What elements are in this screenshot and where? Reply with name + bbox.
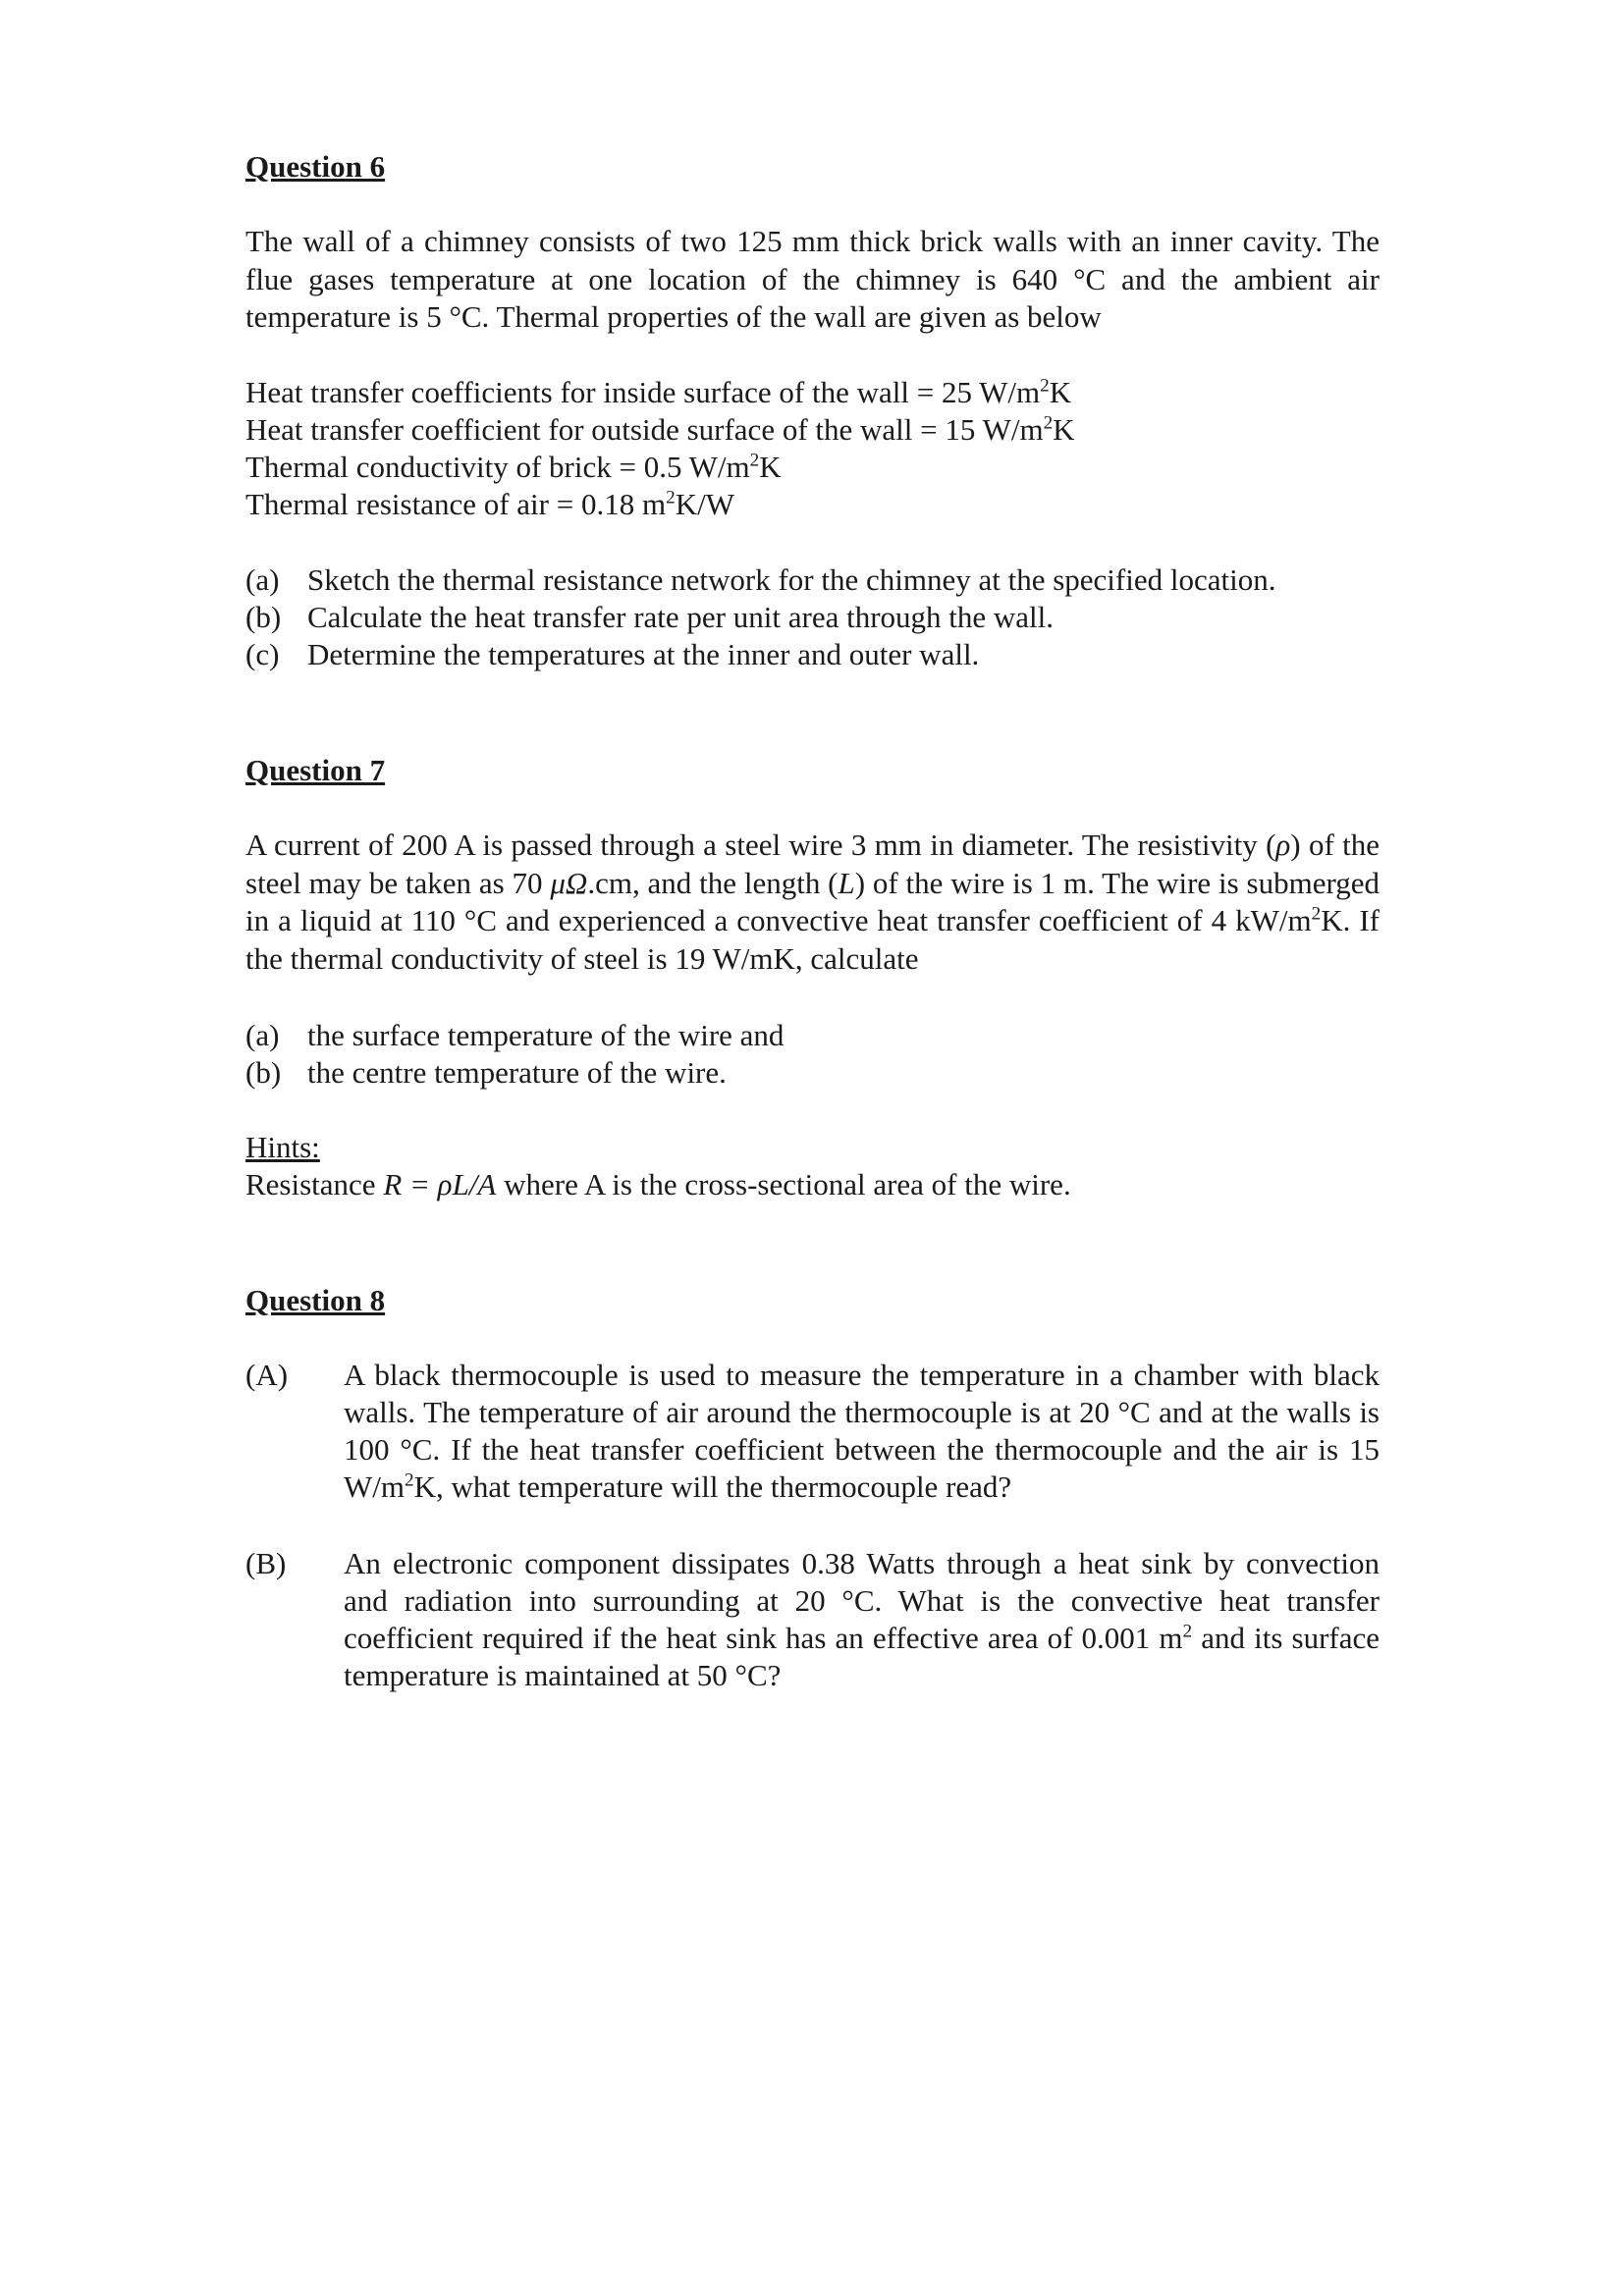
property-line: Thermal resistance of air = 0.18 $m^2K/W$ [245, 487, 734, 521]
property-line: Thermal conductivity of brick = 0.5 $W/m^2K$ [245, 450, 782, 484]
question-8-part-label: (B) [245, 1546, 287, 1580]
hint-text: Resistance R = ρL/A where A is the cross-sectional area of the wire. [245, 1167, 1071, 1201]
question-8-part-text: An electronic component dissipates 0.38 Watts through a heat sink by convection and radiation into surrounding at 20 °C. What is the convective heat transfer coefficient required if the heat sink has an effective area of 0.001 $m^2$ and its surface temperature is maintained at 50 °C? [344, 1546, 1380, 1692]
question-6-title: Question 6 [245, 149, 386, 184]
question-6-intro: The wall of a chimney consists of two 125 mm thick brick walls with an inner cavity. The flue gases temperature at one location of the chimney is 640 °C and the ambient air temperature is 5 °C. Thermal properties of the wall are given as below [245, 224, 1380, 334]
question-8-part-text: A black thermocouple is used to measure the temperature in a chamber with black walls. The temperature of air around the thermocouple is at 20 °C and at the walls is 100 °C. If the heat transfer coefficient between the thermocouple and the air is 15 $W/m^2K$, what temperature will the thermocouple read? [344, 1358, 1380, 1504]
question-part: (a) the surface temperature of the wire and [245, 1018, 785, 1052]
question-part: (c) Determine the temperatures at the inner and outer wall. [245, 637, 980, 671]
property-line: Heat transfer coefficient for outside surface of the wall = 15 $W/m^2K$ [245, 412, 1075, 447]
question-8-title: Question 8 [245, 1283, 386, 1317]
question-7-intro: A current of 200 A is passed through a steel wire 3 mm in diameter. The resistivity (ρ) of the steel may be taken as 70 μΩ.cm, and the length (L) of the wire is 1 m. The wire is submerged in a liquid at 110 °C and experienced a convective heat transfer coefficient of 4 $kW/m^2K$. If the thermal conductivity of steel is 19 W/mK, calculate [245, 828, 1380, 976]
question-part: (b) the centre temperature of the wire. [245, 1055, 727, 1090]
hint-formula: R = ρL/A [383, 1167, 497, 1201]
question-7-title: Question 7 [245, 753, 386, 787]
property-line: Heat transfer coefficients for inside surface of the wall = 25 $W/m^2K$ [245, 375, 1072, 409]
hints-label: Hints: [245, 1130, 320, 1164]
question-part: (b) Calculate the heat transfer rate per unit area through the wall. [245, 600, 1055, 634]
question-part: (a) Sketch the thermal resistance network for the chimney at the specified location. [245, 562, 1276, 597]
question-8-part-label: (A) [245, 1358, 289, 1392]
